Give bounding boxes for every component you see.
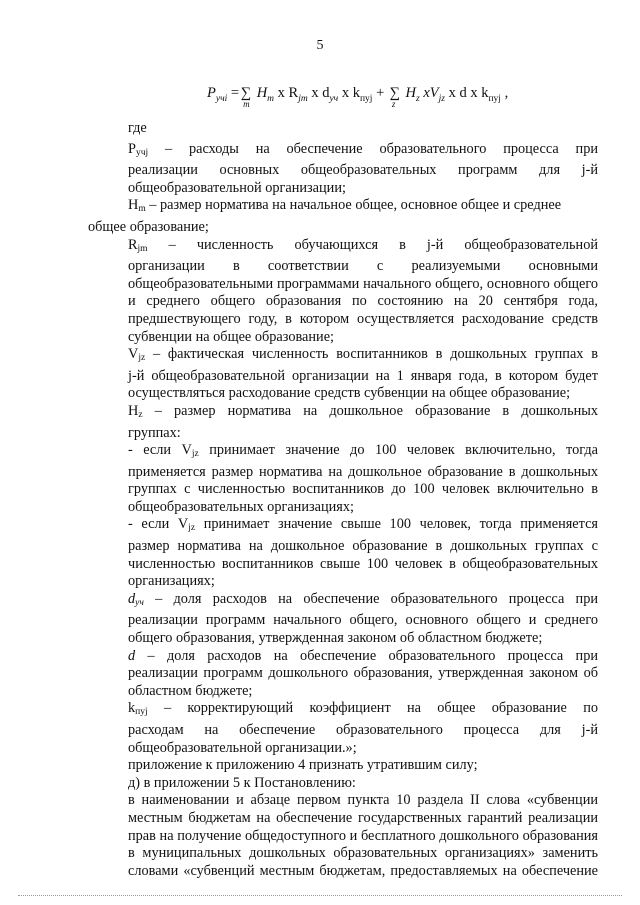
def-kpuj: $k_{пуj}$ – корректирующий коэффициент на общее образование по расходам на обеспечение образовательного процесса для j-й общеобразовательной организации.»; [128, 700, 598, 756]
formula-lhs: P [207, 85, 216, 101]
def-rjm: $R_{jm}$ – численность обучающихся в j-й общеобразовательной организации в соответствии с реализуемыми основными общеобразовательными программами начального общего, основного общего и среднего общего образования по состоянию на 20 сентября года, предшествующего году, в котором осуществляется расходование средств субвенции на общее образование; [128, 236, 598, 345]
def-puch: $P_{учj}$ – расходы на обеспечение образовательного процесса при реализации основных общеобразовательных программ для j-й общеобразовательной организации; [128, 140, 599, 196]
sum-sign: ∑ m [240, 85, 252, 109]
sum-sign-2: ∑ z [389, 85, 401, 109]
def-d: d – доля расходов на обеспечение образовательного процесса при реализации программ дошкольного образования, утвержденная законом об областном бюджете; [128, 647, 598, 699]
page-number: 5 [316, 38, 324, 53]
def-hz: $H_z$ – размер норматива на дошкольное образование в дошкольных группах: [128, 402, 598, 441]
formula-vjz-sub: jz [438, 93, 445, 104]
formula-plus: + [372, 85, 388, 101]
formula-duch-sub: уч [329, 93, 339, 104]
para-last: в наименовании и абзаце первом пункта 10 раздела II слова «субвенции местным бюджетам на обеспечение государственных гарантий реализации прав на получение общедоступного и бесплатного дошкольного образования в муниципальных дошкольных образовательных организациях» заменить словами «субвенций местным бюджетам, предоставляемых на обеспечение [128, 792, 598, 879]
formula-k: x k [338, 85, 360, 101]
formula-k-sub: пуj [359, 93, 373, 104]
sum-under-z: z [391, 99, 396, 109]
def-hm: $H_m$ – размер норматива на начальное общее, основное общее и среднее общее образование; [88, 197, 562, 235]
formula-end: , [500, 85, 509, 101]
para-annex: приложение к приложению 4 признать утратившим силу; [128, 757, 478, 774]
def-vjz: $V_{jz}$ – фактическая численность воспитанников в дошкольных группах в j-й общеобразовательной организации на 1 января года, в котором будет осуществляться расходование средств субвенции на общее образование; [128, 346, 598, 402]
formula-eq: = [227, 85, 240, 101]
formula-r: x R [274, 85, 299, 101]
bullet-up-to-100: - если $V_{jz}$ принимает значение до 100 человек включительно, тогда применяется размер норматива на дошкольное образование в дошкольных группах с численностью воспитанников до 100 человек включительно в общеобразовательных организациях; [128, 442, 598, 515]
formula-rjm-sub: jm [298, 93, 308, 104]
para-d: д) в приложении 5 к Постановлению: [128, 774, 356, 791]
scan-edge-line [18, 895, 622, 896]
formula [207, 85, 509, 109]
formula-hm: H [253, 85, 268, 101]
def-duch: $d_{уч}$ – доля расходов на обеспечение образовательного процесса при реализации программ начального общего, основного общего и среднего общего образования, утвержденная законом об областном бюджете; [128, 590, 598, 647]
formula-lhs-sub: учі [215, 93, 228, 104]
formula-hz-sub: z [416, 93, 420, 104]
bullet-over-100: - если $V_{jz}$ принимает значение свыше 100 человек, тогда применяется размер норматива на дошкольное образование в дошкольных группах с численностью воспитанников свыше 100 человек в общеобразовательных организациях; [128, 516, 598, 590]
formula-hz: H [401, 85, 416, 101]
gde-label: где [128, 120, 147, 136]
formula-hm-sub: m [267, 93, 275, 104]
formula-d: x d [307, 85, 330, 101]
formula-dk: x d x k [444, 85, 489, 101]
body-text [88, 120, 598, 880]
sum-under-m: m [243, 99, 250, 109]
formula-v: xV [419, 85, 439, 101]
formula-k2-sub: пуj [488, 93, 501, 104]
